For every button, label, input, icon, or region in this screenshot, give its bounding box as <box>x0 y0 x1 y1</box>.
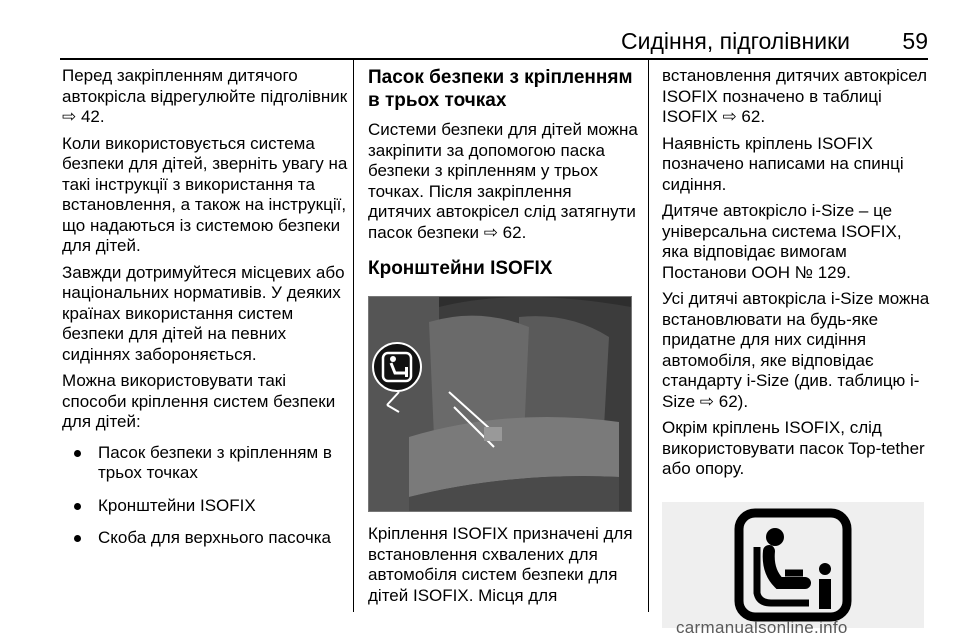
page-header-title: Сидіння, підголівники <box>621 28 850 54</box>
isofix-child-seat-icon <box>733 507 853 623</box>
bullet-icon <box>74 450 81 457</box>
bullet-icon <box>74 535 81 542</box>
paragraph-fixing-methods: Можна використовувати такі способи кріплення систем безпеки для дітей: <box>62 371 336 431</box>
section-heading-three-point-belt: Пасок безпеки з кріпленням в трьох точках <box>368 67 633 111</box>
paragraph-isize-seats: Усі дитячі автокрісла i-Size можна встановлювати на будь-яке придатне для них сидіння автомобіля, яке відповідає стандарту i-Size (див. таблицю i-Size ⇨ 62). <box>662 289 930 411</box>
watermark: carmanualsonline.info <box>676 618 848 637</box>
list-item: Кронштейни ISOFIX <box>62 496 348 517</box>
paragraph-isize: Дитяче автокрісло i-Size – це універсальна система ISOFIX, яка відповідає вимогам Постанови ООН № 129. <box>662 201 902 282</box>
paragraph-isofix-table: встановлення дитячих автокрісел ISOFIX позначено в таблиці ISOFIX ⇨ 62. <box>662 66 928 126</box>
fixing-methods-list <box>62 443 348 549</box>
isofix-symbol-panel <box>662 502 924 628</box>
column-divider-2 <box>648 60 649 612</box>
bullet-icon <box>74 503 81 510</box>
list-item: Пасок безпеки з кріпленням в трьох точках <box>62 443 348 484</box>
paragraph-regulations: Завжди дотримуйтеся місцевих або національних нормативів. У деяких країнах використання систем безпеки для дітей на певних сидіннях забороняється. <box>62 262 345 364</box>
column-divider-1 <box>353 60 354 612</box>
section-heading-isofix: Кронштейни ISOFIX <box>368 258 553 279</box>
paragraph-three-point-belt: Системи безпеки для дітей можна закріпити за допомогою паска безпеки з кріпленням у трьох точках. Після закріплення дитячих автокрісел слід затягнути пасок безпеки ⇨ 62. <box>368 120 638 242</box>
page-number: 59 <box>902 28 928 54</box>
paragraph-isofix-labels: Наявність кріплень ISOFIX позначено написами на спинці сидіння. <box>662 133 904 194</box>
header-rule <box>60 58 928 60</box>
rear-seat-isofix-photo <box>368 296 632 512</box>
column-2 <box>368 66 638 616</box>
list-item: Скоба для верхнього пасочка <box>62 528 348 549</box>
column-1 <box>62 66 348 561</box>
column-3 <box>662 66 932 628</box>
paragraph-top-tether: Окрім кріплень ISOFIX, слід використовувати пасок Top-tether або опору. <box>662 418 925 478</box>
paragraph-headrest-adjust: Перед закріпленням дитячого автокрісла відрегулюйте підголівник ⇨ 42. <box>62 66 348 126</box>
paragraph-isofix-purpose: Кріплення ISOFIX призначені для встановлення схвалених для автомобіля систем безпеки для дітей ISOFIX. Місця для <box>368 524 633 605</box>
paragraph-instructions: Коли використовується система безпеки для дітей, зверніть увагу на такі інструкції з використання та встановлення, а також на інструкції, що надаються із системою безпеки для дітей. <box>62 133 348 255</box>
